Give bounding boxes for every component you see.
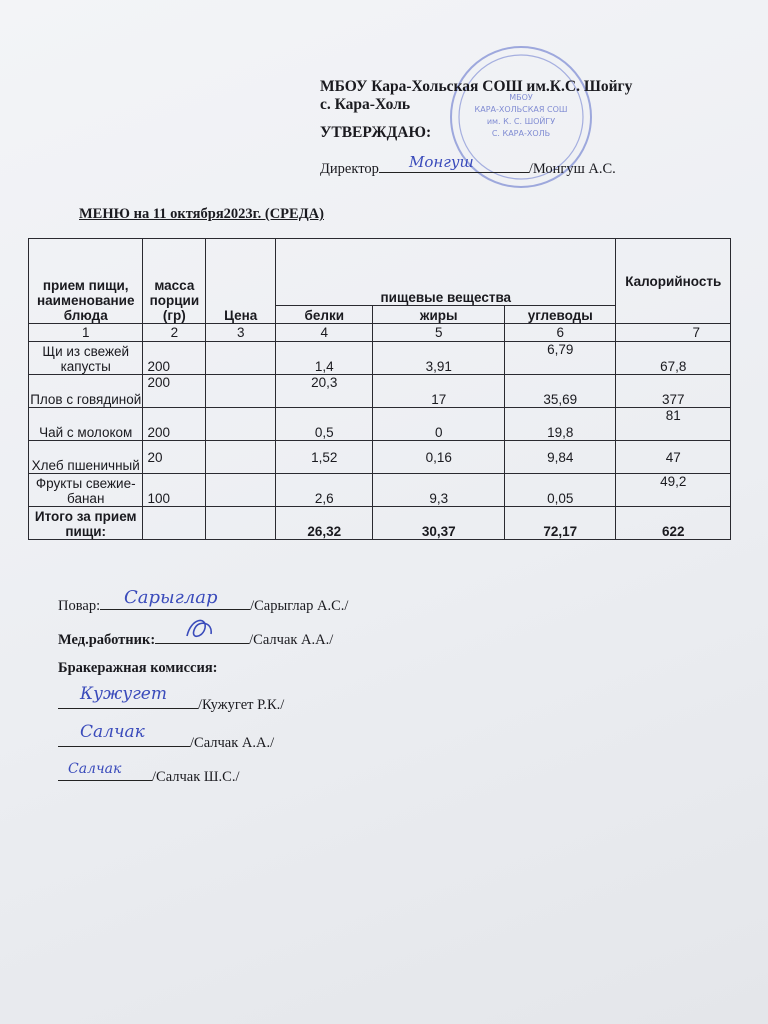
school-name: МБОУ Кара-Хольская СОШ им.К.С. Шойгу xyxy=(320,78,633,95)
dish-price xyxy=(206,441,276,474)
column-number: 3 xyxy=(206,324,276,342)
table-row xyxy=(29,342,731,375)
school-header xyxy=(320,78,632,114)
dish-carbs: 19,8 xyxy=(505,408,616,441)
header-calories: Калорийность xyxy=(616,239,731,324)
total-label: Итого за прием пищи: xyxy=(29,507,143,540)
stamp-text: им. К. С. ШОЙГУ xyxy=(486,117,556,126)
dish-fat: 3,91 xyxy=(373,342,505,375)
total-row xyxy=(29,507,731,540)
dish-protein: 2,6 xyxy=(276,474,373,507)
village-name: с. Кара-Холь xyxy=(320,96,411,113)
dish-name: Хлеб пшеничный xyxy=(29,441,143,474)
table-row xyxy=(29,474,731,507)
total-price xyxy=(206,507,276,540)
cook-label: Повар: xyxy=(58,598,101,614)
header-carbs: углеводы xyxy=(505,306,616,324)
member2-name: /Салчак А.А./ xyxy=(190,735,275,751)
dish-carbs: 6,79 xyxy=(505,342,616,375)
director-signature-line xyxy=(379,153,529,173)
dish-mass: 100 xyxy=(143,474,206,507)
dish-protein: 1,52 xyxy=(276,441,373,474)
table-row xyxy=(29,375,731,408)
dish-name: Фрукты свежие-банан xyxy=(29,474,143,507)
dish-mass: 200 xyxy=(143,375,206,408)
dish-calories: 81 xyxy=(616,408,731,441)
medic-signature-blank xyxy=(155,628,249,644)
dish-name: Щи из свежей капусты xyxy=(29,342,143,375)
director-label: Директор xyxy=(320,161,379,177)
menu-table xyxy=(28,238,731,540)
dish-calories: 377 xyxy=(616,375,731,408)
cook-signature-line xyxy=(58,587,349,615)
member2-signature xyxy=(78,719,188,743)
member3-signature-blank xyxy=(58,761,152,781)
medic-label: Мед.работник: xyxy=(58,632,156,648)
dish-fat: 0 xyxy=(373,408,505,441)
table-row xyxy=(29,441,731,474)
column-number: 1 xyxy=(29,324,143,342)
dish-fat: 9,3 xyxy=(373,474,505,507)
stamp-text: МБОУ xyxy=(509,93,533,102)
member1-name: /Кужугет Р.К./ xyxy=(198,697,285,713)
column-number: 2 xyxy=(143,324,206,342)
header-nutrients: пищевые вещества xyxy=(276,239,616,306)
stamp-text: С. КАРА-ХОЛЬ xyxy=(491,129,551,138)
column-numbers-row xyxy=(29,324,731,342)
total-mass xyxy=(143,507,206,540)
dish-price xyxy=(206,375,276,408)
member3-signature xyxy=(66,757,146,779)
member3-signature-line xyxy=(58,761,240,786)
dish-price xyxy=(206,474,276,507)
dish-protein: 1,4 xyxy=(276,342,373,375)
dish-carbs: 9,84 xyxy=(505,441,616,474)
approve-heading: УТВЕРЖДАЮ: xyxy=(320,124,432,141)
member1-signature-line xyxy=(58,684,285,714)
column-number: 6 xyxy=(505,324,616,342)
svg-text:Салчак: Салчак xyxy=(68,761,122,777)
total-carbs: 72,17 xyxy=(505,507,616,540)
dish-price xyxy=(206,342,276,375)
director-name: /Монгуш А.С. xyxy=(528,161,616,177)
medic-signature-line xyxy=(58,628,333,649)
total-fat: 30,37 xyxy=(373,507,505,540)
dish-mass: 200 xyxy=(143,342,206,375)
header-mass: масса порции (гр) xyxy=(143,239,206,324)
dish-protein: 0,5 xyxy=(276,408,373,441)
director-signature xyxy=(407,150,487,172)
medic-name: /Салчак А.А./ xyxy=(249,632,334,648)
dish-calories: 47 xyxy=(616,441,731,474)
page-title: МЕНЮ на 11 октября2023г. (СРЕДА) xyxy=(79,206,324,222)
header-fat: жиры xyxy=(373,306,505,324)
header-name: прием пищи, наименование блюда xyxy=(29,239,143,324)
svg-text:Монгуш: Монгуш xyxy=(408,153,474,171)
column-number: 5 xyxy=(373,324,505,342)
member1-signature xyxy=(78,681,198,705)
total-calories: 622 xyxy=(616,507,731,540)
commission-label: Бракеражная комиссия: xyxy=(58,660,218,676)
dish-price xyxy=(206,408,276,441)
cook-signature-blank xyxy=(100,587,250,610)
svg-text:Кужугет: Кужугет xyxy=(80,684,167,704)
cook-name: /Сарыглар А.С./ xyxy=(250,598,349,614)
dish-mass: 200 xyxy=(143,408,206,441)
medic-signature xyxy=(181,614,221,644)
cook-signature xyxy=(122,584,242,608)
svg-text:Сарыглар: Сарыглар xyxy=(124,587,218,608)
dish-calories: 49,2 xyxy=(616,474,731,507)
director-line xyxy=(320,153,616,178)
dish-carbs: 35,69 xyxy=(505,375,616,408)
stamp-text: КАРА-ХОЛЬСКАЯ СОШ xyxy=(474,105,568,114)
svg-text:Салчак: Салчак xyxy=(80,722,145,742)
dish-fat: 17 xyxy=(373,375,505,408)
dish-name: Чай с молоком xyxy=(29,408,143,441)
dish-mass: 20 xyxy=(143,441,206,474)
table-row xyxy=(29,408,731,441)
dish-fat: 0,16 xyxy=(373,441,505,474)
column-number: 7 xyxy=(616,324,731,342)
dish-name: Плов с говядиной xyxy=(29,375,143,408)
member2-signature-line xyxy=(58,722,275,752)
member1-signature-blank xyxy=(58,684,198,709)
total-protein: 26,32 xyxy=(276,507,373,540)
member3-name: /Салчак Ш.С./ xyxy=(152,769,240,785)
member2-signature-blank xyxy=(58,722,190,747)
column-number: 4 xyxy=(276,324,373,342)
dish-carbs: 0,05 xyxy=(505,474,616,507)
dish-calories: 67,8 xyxy=(616,342,731,375)
dish-protein: 20,3 xyxy=(276,375,373,408)
header-protein: белки xyxy=(276,306,373,324)
header-price: Цена xyxy=(206,239,276,324)
